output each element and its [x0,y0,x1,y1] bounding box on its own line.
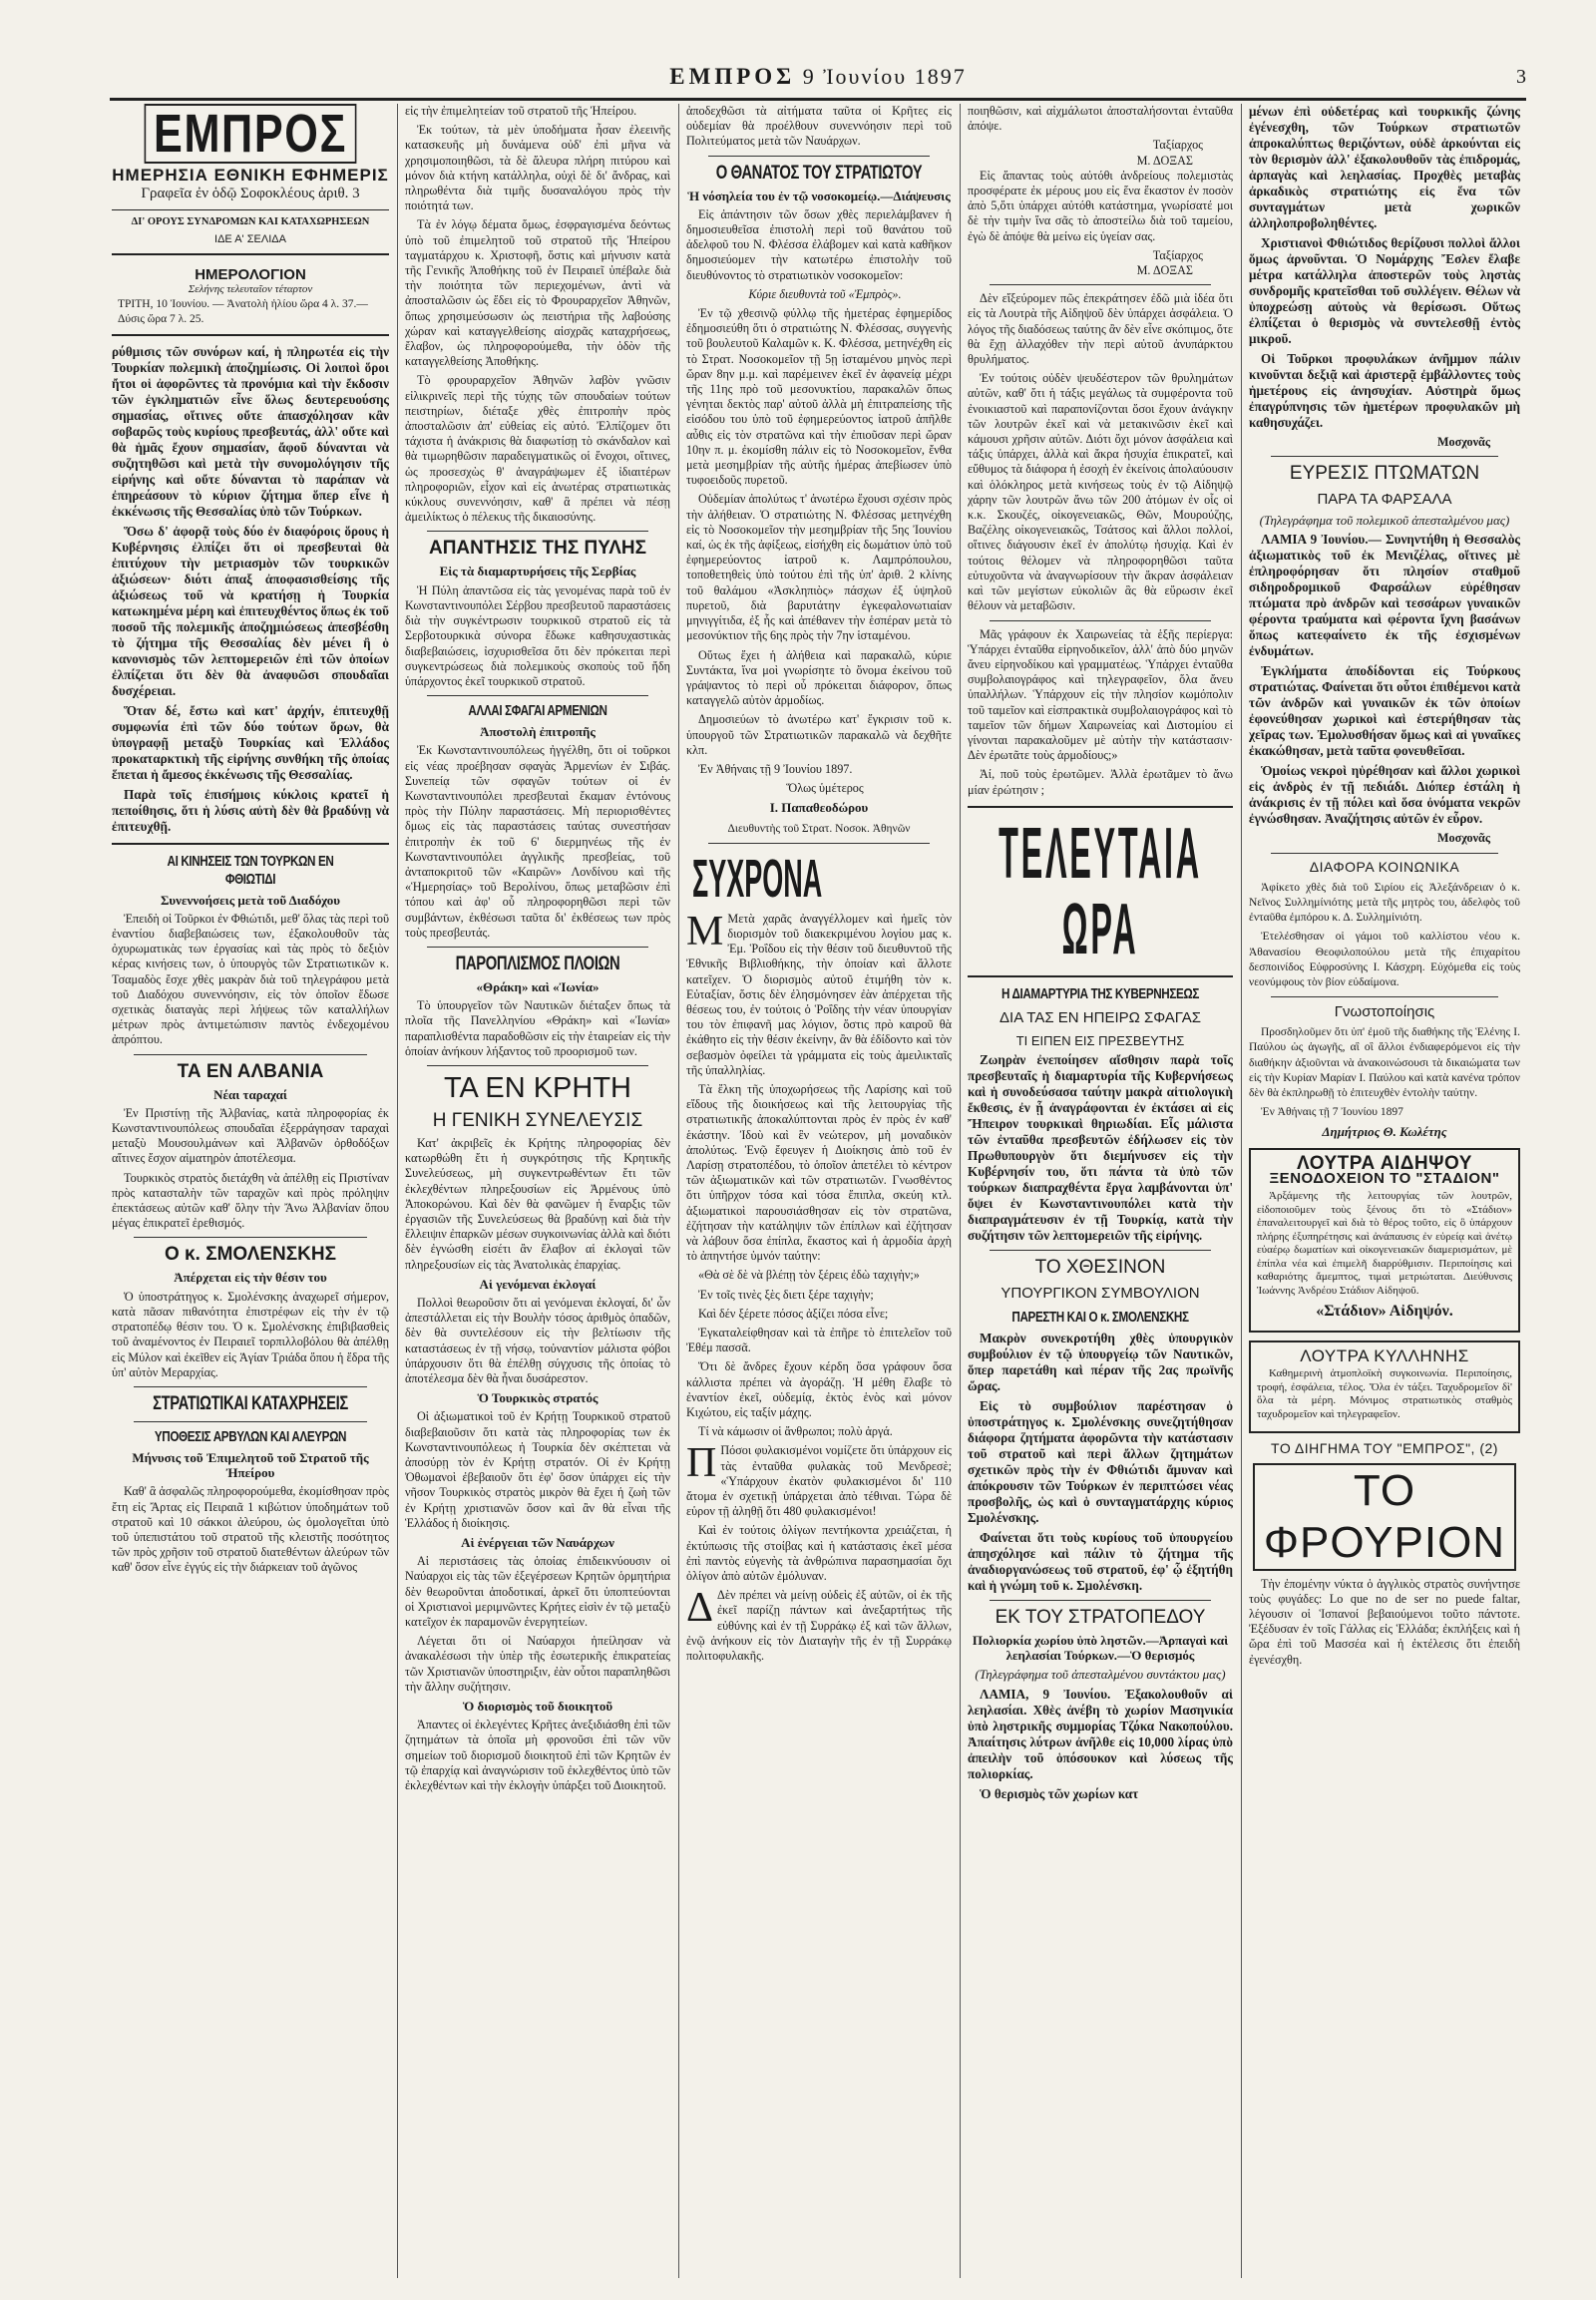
article-paragraph: Τουρκικὸς στρατὸς διετάχθη νὰ ἀπέλθῃ εἰς Πριστίναν πρὸς κατασταλὴν τῶν ταραχῶν καὶ πρὸς πρόληψιν ἐπεκτάσεως αὐτῶν καθ' ὅλην τὴν Ἄνω Ἀλβανίαν ὅπου μέγας ἐπικρατεῖ ἐρεθισμός. [112,1170,389,1231]
ad-text: Ἀρξάμενης τῆς λειτουργίας τῶν λουτρῶν, εἰδοποιοῦμεν τοὺς ξένους ὅτι τὸ «Στάδιον» ἐπαναλειτουργεῖ καὶ διὰ τὸ θέρος τοῦτο, εἰς ὃ ὑπάρχουν πλήρης ἐξυπηρέτησις καὶ ἀνάπαυσις ἐν εὐρείᾳ καὶ ἀνέτῳ εὐαέρῳ δωματίων καὶ οἰκογενειακῶν διαμερισμάτων, μὲ ἐπίπλα νέα καὶ ἐπιμελῆ διαρρύθμισιν. Περιποίησις καὶ καθαριότης ἄμεμπτος, τιμαὶ μετριώταται. Διεύθυνσις Ἰωάννης Ἀνδρέου Στάδιον Αἰδηψοῦ. [1257,1190,1512,1297]
divider [134,1421,367,1422]
article-paragraph: Εἰς ἀπάντησιν τῶν ὅσων χθὲς περιελάμβανεν ἡ δημοσιευθεῖσα ἐπιστολὴ περὶ τοῦ θανάτου τοῦ ἀδελφοῦ του Ν. Φλέσσα ἐλάβομεν καὶ κατὰ καθῆκον δημοσιεύομεν τὴν κατωτέρω ἐπιστολὴν τοῦ διευθύνοντος τὸ στρατιωτικὸν νοσοκομεῖον: [686,206,952,282]
section-subheading: Αἱ ἐνέργειαι τῶν Ναυάρχων [461,1535,614,1551]
calendar-title: ΗΜΕΡΟΛΟΓΙΟΝ [195,265,306,283]
article-paragraph: ΛΑΜΙΑ 9 Ἰουνίου.— Συνηντήθη ἡ Θεσσαλὸς ἀξιωματικὸς τοῦ ἐκ Μενιζέλας, οἵτινες μὲ ἐπληροφόρησαν ὅτι πλησίον σταθμοῦ σιδηροδρομικοῦ Φαρσάλων εὑρέθησαν πτώματα πρὸ ἀνδρῶν καὶ τεσσάρων γυναικῶν φέροντα τραύματα καὶ φέροντα ἴχνη βασάνων ὅπως κατεφαίνετο ἐκ τῆς ἐσχισμένων ἐνδυμάτων. [1249,532,1520,659]
divider [134,1386,367,1387]
masthead-address: Γραφεῖα ἐν ὁδῷ Σοφοκλέους ἀριθ. 3 [141,186,360,202]
article-paragraph: Ἐγκαταλείφθησαν καὶ τὰ ἐπῆρε τὸ ἐπιτελεῖον τοῦ Ἐθέμ πασσᾶ. [686,1326,952,1355]
section-heading: ΤΑ ΕΝ ΚΡΗΤΗ [444,1071,631,1104]
section-heading: ΑΛΛΑΙ ΣΦΑΓΑΙ ΑΡΜΕΝΙΩΝ [468,702,607,720]
article-paragraph: Ἀφίκετο χθὲς διὰ τοῦ Σιρίου εἰς Ἀλεξάνδρειαν ὁ κ. Νεῖνος Συλλημίνιότης μετὰ τῆς μητρὸς του, ἀδελφὸς τοῦ ἐνταῦθα ἐμπόρου κ. Δ. Συλλημίνιότη. [1249,881,1520,925]
section-heading: ΤΑ ΕΝ ΑΛΒΑΝΙΑ [177,1060,324,1082]
section-heading: ΕΚ ΤΟΥ ΣΤΡΑΤΟΠΕΔΟΥ [995,1606,1206,1628]
divider [968,806,1233,808]
ad-name: «Στάδιον» Αἰδηψόν. [1316,1303,1453,1321]
article-paragraph: ΛΑΜΙΑ, 9 Ἰουνίου. Ἐξακολουθοῦν αἱ λεηλασίαι. Χθὲς ἀνέβη τὸ χωρίον Μασηνικία ὑπὸ ληστρικῆς συμμορίας Τζόκα Νακοπούλου. Ἀπαίτησις λύτρων ἀνῆλθε εἰς 10,000 λίρας ὑπὸ ἀπειλὴν τοῦ ὁπόσουκον καὶ λύσεως τῆς πολιορκίας. [968,1686,1233,1781]
divider [1271,456,1498,457]
section-subheading: Συνεννοήσεις μετὰ τοῦ Διαδόχου [160,892,341,908]
column-rule [678,104,679,2278]
section-subheading: ΔΙΑ ΤΑΣ ΕΝ ΗΠΕΙΡΩ ΣΦΑΓΑΣ [999,1008,1201,1026]
masthead [112,104,389,255]
section-heading: ΠΑΡΟΠΛΙΣΜΟΣ ΠΛΟΙΩΝ [455,953,620,974]
signature: Μ. ΔΟΞΑΣ [1136,263,1193,278]
section-heading: ΤΟ ΧΘΕΣΙΝΟΝ [1034,1256,1166,1278]
section-subheading: Εἰς τὰ διαμαρτυρήσεις τῆς Σερβίας [439,564,636,579]
section-subheading: Η ΓΕΝΙΚΗ ΣΥΝΕΛΕΥΣΙΣ [432,1109,643,1131]
section-heading: ΣΤΡΑΤΙΩΤΙΚΑΙ ΚΑΤΑΧΡΗΣΕΙΣ [153,1392,348,1414]
letter-date: Ἐν Ἀθήναις τῇ 9 Ἰουνίου 1897. [698,761,853,776]
article-paragraph: Λέγεται ὅτι οἱ Ναύαρχοι ἠπείλησαν νὰ ἀνακαλέσωσι τὴν ὑπὲρ τῆς ἐσωτερικῆς ἐπικρατείας τῶν Χριστιανῶν ὑποστηριξιν, ἐὰν οὗτοι παραπληθῶσι τὴν ἄλλην συζήτησιν. [405,1634,670,1694]
article-paragraph [686,1440,952,1519]
section-subheading: «Θράκη» καὶ «Ἰωνία» [476,978,599,994]
article-paragraph: Αἱ περιστάσεις τὰς ὁποίας ἐπιδεικνύουσιν οἱ Ναύαρχοι εἰς τὰς τῶν ἐξεγέρσεων Κρητῶν ὁρμητήρια δὲν θεωροῦνται ἀποδοτικαί, ἀρκεῖ ὅτι ὑποπτεύονται οἱ Χριστιανοὶ μεριμνῶντες Κρήτες εἰσὶν ἐν τῷ μεταξὺ κατεῖχον ἐκ παραμονῶν ἐνεργητείων. [405,1554,670,1630]
article-paragraph: Τὰ ἐν λόγῳ δέματα ὅμως, ἐσφραγισμένα δεόντως ὑπὸ τοῦ ἐπιμελητοῦ τοῦ στρατοῦ τῆς Ἠπείρου ταγματάρχου κ. Χριστοφῆ, ὅστις καὶ μήνυσιν κατὰ τῆς Γενικῆς Ἀποθήκης τοῦ ἐν Πειραιεῖ ὑπέβαλε διὰ τὴν ποιότητα τῶν περιεχομένων, ἀντὶ νὰ ἀποσταλῶσιν ὡς ἔδει εἰς τὸ Φρουραρχεῖον Ἀθηνῶν, ὅπως χρησιμεύσωσιν ὡς πειστήρια τῆς λαβούσης χώραν καὶ καταγγελθείσης αἰσχρᾶς καταχρήσεως, ἔλαβον, ὡς πληροφορούμεθα, τὴν ὁδὸν τῆς καταγγελθείσης Ἀποθήκης. [405,217,670,369]
section-heading: ΑΠΑΝΤΗΣΙΣ ΤΗΣ ΠΥΛΗΣ [428,538,647,560]
section-heading: Ο ΘΑΝΑΤΟΣ ΤΟΥ ΣΤΡΑΤΙΩΤΟΥ [715,162,923,184]
letter-salutation: Κύριε διευθυντὰ τοῦ «Ἐμπρὸς». [748,286,902,301]
masthead-title [140,104,361,164]
signature: Μ. ΔΟΞΑΣ [1136,153,1193,168]
section-subheading: Ἀπέρχεται εἰς τὴν θέσιν του [174,1270,327,1286]
divider [427,695,648,696]
article-text: Μετὰ χαρᾶς ἀναγγέλλομεν καὶ ἡμεῖς τὸν διορισμὸν τοῦ διακεκριμένου λογίου μας κ. Ἐμ. Ῥοΐδου εἰς τὴν θέσιν τοῦ διευθυντοῦ τῆς Ἐθνικῆς Βιβλιοθήκης, τὴν ὁποίαν καὶ ἄλλοτε κατεῖχεν. Ὁ διορισμὸς αὐτοῦ ἐτιμήθη τὸν κ. Εὐταξίαν, ὅστις δὲν ἐλησμόνησεν ἐὰν ἀπέρχεται τῆς θέσεως του, ἐν τούτοις ὁ Ῥοΐδης τὴν νέαν ὑπουργίαν του τὸν ἐπιφανῆ μας λόγιον, ὅστις πρὸ καιροῦ θὰ ἐκάθητο εἰς τὴν θέσιν ἐκείνην, ἂν θὰ ἐδίδοντο καὶ τὸν σεβασμὸν ὀφείλει τὰ γράμματα εἰς τοὺς ἀμειλικταῖς τῆς ὑπαλληλίας. [686,911,952,1077]
calendar-line: ΤΡΙΤΗ, 10 Ἰουνίου. — Ἀνατολὴ ἡλίου ὥρα 4 λ. 37.— Δύσις ὥρα 7 λ. 25. [118,298,368,326]
divider [990,620,1211,621]
section-heading: ΥΠΟΘΕΣΙΣ ΑΡΒΥΛΩΝ ΚΑΙ ΑΛΕΥΡΩΝ [154,1427,347,1445]
article-paragraph: Τὴν ἐπομένην νύκτα ὁ ἀγγλικὸς στρατὸς συνήντησε τοὺς φυγάδες: Lo que no de ser no puede faltar, λέγουσιν οἱ Ἱσπανοί βεβαιούμενοι τοῦτο πάντοτε. Ἐξέδυσαν ἐν τοῖς Γάλλας εἰς Ἑλλάδα; ἐκπλήξεις καὶ ἡ ὥρα ἐπὶ τοῦ Μασσέα καὶ ἡ ἐκτέλεσις ὅτι ἐπειδὴ ἐγενέσχθη. [1249,1576,1520,1667]
signature-rank: Ταξίαρχος [1152,138,1203,153]
signature: Μοσχονᾶς [1437,435,1490,449]
article-paragraph: Εἰς τὸ συμβούλιον παρέστησαν ὁ ὑποστράτηγος κ. Σμολένσκης συνεζητήθησαν διάφορα ζητήματα ἀφορῶντα τὴν κατάστασιν τοῦ στρατοῦ καὶ περὶ ἄλλων ζητημάτων σχετικῶν πρὸς τὴν ἐν Φθιώτιδι ἄμυναν καὶ ἀπόκρουσιν τῶν Τούρκων ἐν περιπτώσει νέας προσβολῆς, ὡς καὶ ὁ συνταγματάρχης κύριος Σμολένσκης. [968,1397,1233,1525]
section-subheading: Αἱ γενόμεναι ἐκλογαί [479,1276,597,1292]
calendar-moon: Σελήνης τελευταῖον τέταρτον [188,283,313,296]
divider [1271,996,1498,997]
article-paragraph: Οἱ Τοῦρκοι προφυλάκων ἀνῆμμον πάλιν κινοῦνται δεξιᾷ καὶ ἀριστερᾷ ἐμβάλλοντες τοὺς ἡμετέρους εἰς ἀνησυχίαν. Αὐστηρὰ ὅμως ἐπαγρύπνησις τῶν ἡμετέρων προφυλακῶν μὴ καθησυχάζει. [1249,351,1520,430]
masthead-title-text: ΕΜΠΡΟΣ [144,104,356,164]
notice-date: Ἐν Ἀθήναις τῇ 7 Ἰουνίου 1897 [1261,1106,1403,1119]
article-paragraph: Ὁ ὑποστράτηγος κ. Σμολένσκης ἀναχωρεῖ σήμερον, κατὰ πᾶσαν πιθανότητα ἐπιστρέφων εἰς τὴν ἐν τῷ στρατοπέδῳ θέσιν του. Ὁ κ. Σμολένσκης ἐπιβιβασθεὶς τοῦ ἀναμένοντος ἐν Πειραιεῖ τορπιλλοβόλου θὰ ἀπέλθῃ εἰς Μύλον καὶ ἐκεῖθεν εἰς Ἁγίαν Τριάδα ὅπου ἡ ἕδρα τῆς ὑπ' αὐτὸν Μεραρχίας. [112,1289,389,1379]
article-paragraph: Δὲν εἴξεύρομεν πῶς ἐπεκράτησεν ἐδῶ μιὰ ἰδέα ὅτι εἰς τὰ Λουτρὰ τῆς Αἰδηψοῦ δὲν ὑπάρχει ἀσφάλεια. Ὁ λόγος τῆς διαδόσεως ταύτης ἂν δὲν εἶνε σκόπιμος, ὅτε θὰ ἔχῃ ἀλλαχόθεν τὴν περὶ αὐτοῦ ἀνυπάρκτου θρυλήματος. [968,291,1233,367]
article-paragraph: Οἱ ἀξιωματικοὶ τοῦ ἐν Κρήτῃ Τουρκικοῦ στρατοῦ διαβεβαιοῦσιν ὅτι κατὰ τὰς πληροφορίας των ἐκ Κωνσταντινουπόλεως ἡ Τουρκία δὲν σκέπτεται νὰ ἀποσύρῃ τὸν ἐν Κρήτῃ στρατόν. Οἱ ἐν Κρήτῃ Ὀθωμανοὶ ἐβεβαιοῦν ὅτι ἐφ' ὅσον ὑπάρχει εἰς τὴν νῆσον Τουρκικὸς στρατὸς μικρὸν θὰ ἔχει ἡ ζωὴ τῶν ἐν Κρήτῃ χριστιανῶν ὅσον καὶ ἂν θὰ εἶναι τῆς Ἑλλάδος ἡ διοίκησις. [405,1409,670,1530]
section-heading: ΥΠΟΥΡΓΙΚΟΝ ΣΥΜΒΟΥΛΙΟΝ [1000,1284,1200,1302]
section-heading: ΤΟ ΔΙΗΓΗΜΑ ΤΟΥ "ΕΜΠΡΟΣ", (2) [1271,1440,1498,1457]
divider [990,1250,1211,1251]
article-paragraph: Οὕτως ἔχει ἡ ἀλήθεια καὶ παρακαλῶ, κύριε Συντάκτα, ἵνα μοὶ γνωρίσητε τὸ ὄνομα ἐκείνου τοῦ γράψαντος τὸ περὶ οὗ πρόκειται διάφορον, ὅπως καταγγελῶ αὐτὸν ἀρμοδίως. [686,647,952,708]
signature-rank: Ταξίαρχος [1152,247,1203,262]
article-paragraph: Ἐγκλήματα ἀποδίδονται εἰς Τούρκους στρατιώτας. Φαίνεται ὅτι οὗτοι ἐπιθέμενοι κατὰ τῶν ἀνδρῶν καὶ γυναικῶν ἐκ τῶν ὁποίων ἐφονεύθησαν χωρικοὶ καὶ ἐστερήθησαν τὰς χεῖρας των. Ἐμολυσθήσαν ὅμως καὶ αἱ γυναῖκες ἐκακώθησαν, μετὰ ταῦτα φονευθεῖσαι. [1249,663,1520,759]
column-rule [397,104,398,2278]
signature-title: Διευθυντὴς τοῦ Στρατ. Νοσοκ. Ἀθηνῶν [727,822,911,835]
section-subheading: Ὁ Τουρκικὸς στρατός [477,1390,598,1406]
article-paragraph: Ὅτι δὲ ἄνδρες ἔχουν κέρδη ὅσα γράφουν ὅσα κάλλιστα πρέπει νὰ ἀγοράζῃ. Ἡ μέθη ἔλαβε τὸ ἐναντίον ἐκεῖ, οὐδεμίᾳ, ἐκτὸς ἑνὸς καὶ μόνον Κιχώτου, εἰς ταξίν μάχης. [686,1359,952,1420]
section-subheading: Νέαι ταραχαί [213,1086,287,1102]
page-number: 3 [1516,66,1526,88]
article-paragraph: εἰς τὴν ἐπιμελητείαν τοῦ στρατοῦ τῆς Ἠπείρου. [405,104,637,118]
article-paragraph: Καὶ δέν ξέρετε πόσος ἀξίζει πόσα εἶνε; [698,1306,889,1321]
article-paragraph: Φαίνεται ὅτι τοὺς κυρίους τοῦ ὑπουργείου ἀπησχόλησε καὶ πάλιν τὸ ζήτημα τῆς ἀναδιοργανώσεως τοῦ στρατοῦ, ἐφ' ᾧ ἐξητήθη καὶ ἡ γνώμη τοῦ κ. Σμολένσκη. [968,1529,1233,1593]
section-subheading: Πολιορκία χωρίου ὑπὸ ληστῶν.—Ἀρπαγαὶ καὶ λεηλασίαι Τούρκων.—Ὁ θερισμός [972,1632,1229,1664]
column-rule [1241,104,1242,2278]
article-paragraph: Καὶ ἐν τούτοις ὀλίγων πεντήκοντα χρειάζεται, ἡ ἐκτύπωσις τῆς στοίβας καὶ ἡ κατάστασις ἐκεῖ μέσα ἐπὶ παντὸς εὐγενὴς τὰ ἀνθρώπινα παρασημασίαι ὄχι ὀλίγον ἀπὸ αὐτῶν ἐμόλυναν. [686,1523,952,1584]
article-paragraph: μένων ἐπὶ οὐδετέρας καὶ τουρκικῆς ζώνης ἐγένεσχθη, τῶν Τούρκων στρατιωτῶν ἀπροκαλύπτως θεριζόντων, οὐδὲ ἀρκούνται εἰς τὸν θερισμὸν ἀλλ' ἐξακολουθοῦν τὰς ἐπιδρομάς, ἁρπαγὰς καὶ λεηλασίας. Προχθὲς μεταβὰς ἀρκαδικὸς στρατιώτης εἰς ἕνα τῶν συνταγμάτων μετὰ χωρικῶν ἀλληλοπροβοληθέντες. [1249,104,1520,230]
section-heading: ΣΥΧΡΟΝΑ [692,848,823,909]
header-title: ΕΜΠΡΟΣ [669,64,796,89]
divider [990,1600,1211,1601]
ad-title: ΛΟΥΤΡΑ ΚΥΛΛΗΝΗΣ [1300,1346,1469,1366]
article-paragraph: Ἐν τῷ χθεσινῷ φύλλῳ τῆς ἡμετέρας ἐφημερίδος ἐδημοσιεύθη ὅτι ὁ στρατιώτης Ν. Φλέσσας, συγγενὴς τοῦ βουλευτοῦ Καλαμῶν κ. Κ. Φλέσσα, μετηνέχθη εἰς τὸ Στρατ. Νοσοκομεῖον τῇ 5ῃ ἱσταμένου μηνὸς περὶ ὥραν 8ην μ.μ. καὶ παρέμεινεν ἐκεῖ ἐν ἀφανείᾳ μέχρι τῆς 11ης πρὸ τοῦ μεσονυκτίου, παρακαλῶν ὅπως γένηται δεκτὸς παρ' αὐτοῦ ἀλλὰ μὴ ἐπιτραπείσης τῆς εἰσόδου του ὑπὸ τοῦ ἐφημερεύοντος ἰατροῦ ἀπῆλθε αὖθις εἰς τὸν στρατῶνα καὶ τὴν ἐπιοῦσαν περὶ ὥραν 10ην π. μ. ἐκομίσθη πάλιν εἰς τὸ Νοσοκομεῖον, ἔνθα μετὰ μεσημβρίαν τῆς αὐτῆς ἡμέρας ἀπεβίωσεν ὑπὸ τυφοειδοῦς πυρετοῦ. [686,306,952,488]
section-heading: Ο κ. ΣΜΟΛΕΝΣΚΗΣ [164,1244,337,1266]
section-subheading: ΤΙ ΕΙΠΕΝ ΕΙΣ ΠΡΕΣΒΕΥΤΗΣ [1015,1032,1185,1048]
article-paragraph: Τί νὰ κάμωσιν οἱ ἄνθρωποι; πολὺ ἀργά. [698,1424,893,1439]
letter-closing: Ὅλως ὑμέτερος [786,781,864,796]
advertisement-aidipsos [1249,1148,1520,1334]
divider [112,843,389,845]
section-subheading: Μήνυσις τοῦ Ἐπιμελητοῦ τοῦ Στρατοῦ τῆς Ἠπείρου [132,1449,369,1481]
article-paragraph: Μακρὸν συνεκροτήθη χθὲς ὑπουργικὸν συμβούλιον ἐν τῷ ὑπουργείῳ τῶν Ναυτικῶν, ὅπερ παρετάθη καὶ πέραν τῆς 2ας πρωϊνῆς ὥρας. [968,1330,1233,1393]
article-paragraph: Δημοσιεύων τὸ ἀνωτέρω κατ' ἔγκρισιν τοῦ κ. ὑπουργοῦ τῶν Στρατιωτικῶν παρακαλῶ νὰ δεχθῆτε κλπ. [686,712,952,757]
column-rule [960,104,961,2278]
article-paragraph: Κατ' ἀκριβεῖς ἐκ Κρήτης πληροφορίας δὲν κατωρθώθη ἔτι ἡ συγκρότησις τῆς Κρητικῆς Συνελεύσεως, μὴ συγκεντρωθέντων ἔτι τῶν ἐκλεχθέντων πληρεξουσίων εἰς Ἀρμένους ὑπὸ Ἀποκορώνου. Καὶ δὲν θὰ φανῶμεν ἡ ἔναρξις τῶν ἐργασιῶν τῆς Συνελεύσεως θὰ βραδύνῃ καὶ διὰ τὴν ἔλλειψιν ἐπαρκῶν μέσων συγκοινωνίας ἀλλὰ καὶ διότι δὲν ἐγνώσθη εἰσέτι ἂν ἔλαβον αἱ ἐκλογαὶ τῶν πληρεξουσίων εἰς τὰς Ἀνατολικὰς ἐπαρχίας. [405,1135,670,1272]
signature: Μοσχονᾶς [1437,831,1490,846]
article-paragraph: Τὸ φρουραρχεῖον Ἀθηνῶν λαβὸν γνῶσιν εἰλικρινεῖς περὶ τῆς τύχης τῶν σπουδαίων τούτων πειστηρίων, διέταξε χθὲς ἐπιτροπὴν πρὸς ἀποσταλῶσιν ἀπ' εὐθείας εἰς αὐτό. Ἐλπίζομεν ὅτι τάχιστα ἡ ἀνάκρισις θὰ διαφωτίσῃ τὸ σκάνδαλον καὶ θὰ τιμωρηθῶσιν παραδειγματικῶς οἱ ἔνοχοι, οἵτινες, ὡς προσεσχὼς θ' ἀναγράψωμεν ἐξ ἰδιαιτέρων πληροφοριῶν, εἶχον καὶ εἰς ἀνωτέρας στρατιωτικὰς κύκλους συνεννόησιν, καθ' ἃ πρέπει νὰ πέσῃ ἀμειλίκτως ὁ πέλεκυς τῆς δικαιοσύνης. [405,373,670,525]
article-paragraph: Ἐπειδὴ οἱ Τοῦρκοι ἐν Φθιώτιδι, μεθ' ὅλας τὰς περὶ τοῦ ἐναντίου διαβεβαιώσεις των, ἐξακολουθοῦν τὰς ὀχυρωματικὰς των ἐργασίας καὶ τὰς πρὸς τὸ δεξιὸν κέρας κινήσεις των, ὁ ὑπουργὸς τῶν Στρατιωτικῶν κ. Τσαμαδὸς ἔσχε χθὲς μακρὰν διὰ τοῦ τηλεγράφου μετὰ τοῦ Διαδόχου συνεννόησιν, εἰς τὸν ὁποῖον ἔδωσε σχετικὰς διαταγὰς περὶ λήψεως τῶν καταλλήλων μέτρων πρὸς ἀντιμετώπισιν παντὸς ἐνδεχομένου ἀπρόπτου. [112,911,389,1047]
article-paragraph: Ἐκ τούτων, τὰ μὲν ὑποδήματα ἦσαν ἐλεεινῆς κατασκευῆς μὴ δυνάμενα οὐδ' ἐπὶ μῆνα νὰ χρησιμοποιηθῶσι, τὰ δὲ ἄλευρα πλήρη πιτύρου καὶ μόνον διὰ κτήνη κατάλληλα, οὐχὶ δὲ δι' ἄνδρας, καὶ πληρωθέντα διὰ τιμῆς δυσαναλόγου πρὸς τὴν ποιότητά των. [405,123,670,213]
divider [134,1054,367,1055]
article-paragraph: Ἡ Πύλη ἀπαντῶσα εἰς τὰς γενομένας παρὰ τοῦ ἐν Κωνσταντινουπόλει Σέρβου πρεσβευτοῦ παραστάσεις διὰ τὴν συγκέντρωσιν τουρκικοῦ στρατοῦ εἰς τὰ Σερβοτουρκικὰ σύνορα ἔδωκε καθησυχαστικὰς διαβεβαιώσεις, ἰσχυρισθεῖσα ὅτι δὲν πρόκειται περὶ συγκεντρώσεως διὰ πολεμικοὺς σκοποὺς τοῦ ἤδη ὑπάρχοντος ἐκεῖ τουρκικοῦ στρατοῦ. [405,582,670,688]
section-heading: Γνωστοποίησις [1334,1003,1435,1021]
section-note: (Τηλεγράφημα τοῦ πολεμικοῦ ἀπεσταλμένου μας) [1259,513,1510,529]
section-subheading: Ἀποστολὴ ἐπιτροπῆς [480,724,596,740]
article-text: Δὲν πρέπει νὰ μείνῃ οὐδεὶς ἐξ αὐτῶν, οἱ ἐκ τῆς ἐκεῖ παρίζῃ πάντων καὶ ἀνεξαρτήτως τῆς εὐθύνης καὶ ἐν τῇ Συρράκῳ ἐξ καὶ τῶν ἄλλων, ἐνῷ ἀνήκουν εἰς τὸν Διαταγὴν τῆς ἐν τῇ Συρράκῳ πολιτοφυλακῆς. [686,1588,952,1664]
article-paragraph: Μᾶς γράφουν ἐκ Χαιρωνείας τὰ ἑξῆς περίεργα: Ὑπάρχει ἐνταῦθα εἰρηνοδικεῖον, ἀλλ' ἀπὸ δύο μηνῶν ἄνευ εἰρηνοδίκου καὶ γραμματέως. Ὑπάρχει ἐνταῦθα συμβολαιογράφος καὶ τηλεγραφεῖον, ὅλα ἄνευ ὑπαλλήλων. Ὑπάρχουν εἰς τὴν πλησίον κωμόπολιν τοῦ ταμεῖον καὶ εἰσπρακτικὰ συμβολαιογράφος καὶ τὸ ταμεῖον τῶν δήμων Χαιρωνείας καὶ Διστομίου εἰ γίνονται παρακαλοῦμεν μὲ αὐτὴν τὴν κατάστασιν· Δὲν ἐρωτᾶτε τοὺς ἁρμοδίους;» [968,626,1233,763]
ad-title: ΛΟΥΤΡΑ ΑΙΔΗΨΟΥ [1297,1152,1472,1174]
divider [134,1237,367,1238]
masthead-subtitle: ΗΜΕΡΗΣΙΑ ΕΘΝΙΚΗ ΕΦΗΜΕΡΙΣ [112,166,389,185]
section-heading: Η ΔΙΑΜΑΡΤΥΡΙΑ ΤΗΣ ΚΥΒΕΡΝΗΣΕΩΣ [1000,984,1200,1002]
article-paragraph: Ἀπαντες οἱ ἐκλεγέντες Κρῆτες ἀνεξιδιάσθη ἐπὶ τῶν ζητημάτων τὰ ὁποῖα μὴ φρονοῦσι ἐπὶ τῶν νῦν σημείων τοῦ διορισμοῦ διοικητοῦ ἐπὶ τῶν Κρητῶν ἐν τῷ ἐπαρχίᾳ καὶ ἀναγνώρισιν τοῦ ἐκλεχθέντος ὑπὸ τῶν ἐκλεχθέντων καὶ τὴν ἐκλογὴν ὑπάρξει τοῦ Διοικητοῦ. [405,1718,670,1793]
signature: Δημήτριος Θ. Κωλέτης [1322,1124,1447,1140]
article-paragraph: Ἐτελέσθησαν οἱ γάμοι τοῦ καλλίστου νέου κ. Ἀθανασίου Θεοφιλοπούλου μετὰ τῆς ἐπιχαρίτου δεσποινίδος Εὐφροσύνης Ι. Κάσχρη. Εὐχόμεθα εἰς τοὺς νεονύμφους τὸν βίον εὐδαίμονα. [1249,931,1520,989]
column-5 [1249,104,1520,2288]
running-header [110,62,1526,101]
section-heading: ΠΑΡΑ ΤΑ ΦΑΡΣΑΛΑ [1317,491,1452,509]
article-paragraph: Ἐν Πριστίνῃ τῆς Ἀλβανίας, κατὰ πληροφορίας ἐκ Κωνσταντινουπόλεως σπουδαῖαι ἐξερράγησαν ταραχαὶ μεταξὺ Μουσουλμάνων καὶ Ἀλβανῶν ὀρθοδόξων αἵτινες ἔσχον αἱματηρὸν ἀποτέλεσμα. [112,1105,389,1166]
article-paragraph: Ζωηρὰν ἐνεποίησεν αἴσθησιν παρὰ τοῖς πρεσβευταῖς ἡ διαμαρτυρία τῆς Κυβερνήσεως καὶ ἡ συνοδεύσασα ταύτην μακρὰ αἰτιολογικὴ ἔκθεσις, ἐν ᾗ ἀναγράφονται ἐν ἐκτάσει αἱ εἰς Ἤπειρον τουρκικαὶ θηριωδίαι. Εἷς μάλιστα τῶν ἐνταῦθα πρεσβευτῶν ἐδήλωσεν εἰς τὸν Πρωθυπουργὸν ὅτι διεμήνυσεν εἰς τὴν Κυβέρνησίν του, ὅτι πάντα τὰ ὑπὸ τῶν τούρκων διαπραχθέντα ἔργα λαμβάνονται ὑπ' ὄψει ἐν Κωνσταντινουπόλει κατὰ τὴν διαπραγμάτευσιν ἐν τῇ Τουρκίᾳ, κατὰ τὴν συζήτησιν τῶν λεπτομερειῶν τῆς εἰρήνης. [968,1051,1233,1243]
article-paragraph: Ὁμοίως νεκροὶ ηὑρέθησαν καὶ ἄλλοι χωρικοὶ εἰς ἀνδρὸς ἐν τῇ πεδιάδι. Διόπερ ἐστάλη ἡ ἀνάκρισις ἐν τῇ πόλει καὶ ὅσα ὀνόματα νεκρῶν ἐγνώσθησαν. Ἀναζήτησις αὐτῶν ἐν εὗρον. [1249,763,1520,827]
divider [427,1065,648,1066]
section-subheading: Ὁ διορισμὸς τοῦ διοικητοῦ [462,1699,613,1715]
article-paragraph: Καθ' ἃ ἀσφαλῶς πληροφορούμεθα, ἐκομίσθησαν πρὸς ἔτη εἰς Ἄρτας εἰς Πειραιᾶ 1 κιβώτιον ὑποδημάτων τοῦ στρατοῦ καὶ 10 σάκκοι ἀλεύρου, ὡς ὁμολογεῖται ὑπὸ τοῦ ὑπεπιστάτου τοῦ στρατοῦ τῆς κλειστῆς ποσότητος τῶν πρὸς χρῆσιν τοῦ στρατοῦ διατεθέντων ἀλεύρων τῶν καθ' ὅσον εἶνε ἐγγύς εἰς τὴν διάρκειαν τοῦ ἀγῶνος [112,1484,389,1575]
advertisement-kyllini [1249,1341,1520,1433]
article-paragraph: Τὰ ἔλκη τῆς ὑποχωρήσεως τῆς Λαρίσης καὶ τοῦ εἴδους τῆς διοικήσεως καὶ τῆς λειτουργίας τῆς στρατιωτικῆς ἀποκαλύπτονται πρὸς ἐν πρὸς ἐν καθ' ἑκάστην. Ἰδοὺ καὶ ἓν νεώτερον, μὴ μοναδικὸν ἀπολύτως. Ἐνῷ ἔφευγεν ἡ Διοίκησις ἀπὸ τοῦ ἐν Λαρίσῃ στρατοπέδου, τὸ ὁποῖον ἀπετέλει τὸ κέντρον τῶν ἀξιωματικῶν καὶ τῶν στρατιωτῶν. Γνωσθέντος ὅτι ὑπῆρχον τόσα καὶ τόσα ἔπιπλα, σκεύη κτλ. ἀξιωματικοὶ παρουσιάσθησαν εἰς τὸν στρατῶνα, ἐζήτησαν τὴν κατάληψιν τῶν ἐπίπλων καὶ ἐζήτησαν νὰ λάβουν ὅσα ἐπίπλα, ἕκαστος καὶ ἡ ἀρμοδία ἀρχὴ τὸ ἀπηντήσε ὑμνόν ταύτην: [686,1081,952,1264]
ad-text: Καθημερινὴ ἀτμοπλοϊκὴ συγκοινωνία. Περιποίησις, τροφή, ἐσφάλεια, τέλος. Ὅλα ἐν τάξει. Ταχυδρομεῖον δὶ' ὅλα τὰ μέρη. Μόνιμος στρατιωτικὸς σταθμὸς ταχυδρομεῖον καὶ τηλεγραφεῖον. [1257,1367,1512,1420]
article-paragraph: Ὅσω δ' ἀφορᾷ τοὺς δύο ἐν διαφόροις ὅρους ἡ Κυβέρνησις ἐλπίζει ὅτι οἱ πρεσβευταὶ θὰ ἐπιτύχουν τὴν μετριασμὸν τῶν τουρκικῶν ἀξιώσεων· διότι ἀπαξ ἀποφασισθείσης τῆς ἀξιώσεως τοῦ νὰ κρατήσῃ ἡ Τουρκία κατωκημένα μέρη καὶ ἐπιτευχθέντος ὅπως ἐκ τοῦ ποσοῦ τῆς πολεμικῆς ἀποζημιώσεως ἀπεσβέσθη τὸ ζήτημα τῆς Θεσσαλίας δὲν μένει ἢ ὁ κανονισμὸς τῶν λεπτομερειῶν ἐπὶ τῶν ὁποίων ἐλπίζεται ὅτι δὲν θὰ ἀναφυῶσι σπουδαῖαι δυσχέρειαι. [112,523,389,698]
article-paragraph [686,908,952,1078]
article-paragraph: Προσδηλοῦμεν ὅτι ὑπ' ἐμοῦ τῆς διαθήκης τῆς Ἑλένης Ι. Παύλου ὡς ἀγωγῆς, αἳ οἳ ἄλλοι ἐνδιαφερόμενοι εἰς τὴν διαθήκην ἀξιοῦνται νὰ ἀνακοινώσουσι τὰ δικαιώματα των εἰς τὴν Κυρίαν Μαρίαν Ι. Παύλου καὶ κατὰ κανένα τρόπον δὲν θὰ ἐκπληρωθῇ τὸ ἐπιτευχθὲν ἐντολὴν ταύτην. [1249,1026,1520,1100]
section-heading: ΔΙΑΦΟΡΑ ΚΟΙΝΩΝΙΚΑ [1309,858,1460,875]
drop-cap: Μ [686,908,724,955]
section-note: (Τηλεγράφημα τοῦ ἀπεσταλμένου συντάκτου μας) [975,1667,1226,1683]
column-4 [968,104,1233,2288]
divider [427,531,648,532]
section-heading: ΕΥΡΕΣΙΣ ΠΤΩΜΑΤΩΝ [1289,463,1480,485]
article-paragraph: Πολλοὶ θεωροῦσιν ὅτι αἱ γενόμεναι ἐκλογαί, δι' ὧν ἀπεστάλλεται εἰς τὴν Βουλὴν τόσος ἀριθμὸς ὀπαδῶν, δὲν θὰ συντελέσουν εἰς τὴν βελτίωσιν τῆς καταστάσεως ἐν τῇ νήσῳ, τοὐναντίον μάλιστα φόβοι ὑπάρχουσιν ὅτι θὰ ἐπέλθῃ σύγχυσις τῆς ὁποίας τὸ ἀποτέλεσμα δὲν θὰ ἦναι δυσάρεστον. [405,1296,670,1386]
divider [708,843,930,844]
divider [708,156,930,157]
column-2 [405,104,670,2288]
article-paragraph: Ἀί, ποῦ τοὺς ἐρωτῶμεν. Ἀλλὰ ἐρωτᾶμεν τὸ ἄνω μίαν ἐρώτησιν ; [968,767,1233,797]
article-paragraph: Εἰς ἅπαντας τοὺς αὐτόθι ἀνδρείους πολεμιστὰς προσφέρατε ἐκ μέρους μου εἰς ἕνα ἕκαστον ἐν ποσὸν ἀπὸ 5,ὅτι ὑπάρχει αὐτόθι κατάστημα, γνωρίσατέ μοι δὲ τὴν τιμὴν ἵνα σᾶς τὸ ἀποστείλω διὰ τοῦ ταμείου, ἐγὼ δὲ ἀπόψε θὰ μείνω εἰς ὑγείαν σας. [968,168,1233,243]
article-paragraph: Οὐδεμίαν ἀπολύτως τ' ἀνωτέρω ἔχουσι σχέσιν πρὸς τὴν ἀλήθειαν. Ὁ στρατιώτης Ν. Φλέσσας μετηνέχθη εἰς τὸ Νοσοκομεῖον τὴν μεσημβρίαν τῆς 5ης Ἰουνίου καί, ὡς ἐκ τῆς ἀφίξεως, εἰσήχθη εἰς δωμάτιον ὑπὸ τοῦ ἐφημερεύοντος ἰατροῦ κ. Λαμπρόπουλου, τοποθετηθεὶς ὑπὸ τούτου ἐπὶ τῆς ὑπ' ἀριθ. 2 κλίνης τοῦ θαλάμου «Ἀσκληπιὸς» πάσχων ἐξ ὑψηλοῦ πυρετοῦ, διὰ βαρυτάτην ἐγκεφαλονωτιαίαν μηνιγγίτιδα, ἐξ ἧς καὶ ἀπέθανεν τὴν ἑσπέραν μετὰ τὸ μεσονύκτιον τῆς 6ης πρὸς τὴν 7ην ἱσταμένου. [686,492,952,643]
article-paragraph: ρύθμισις τῶν συνόρων καί, ἡ πληρωτέα εἰς τὴν Τουρκίαν πολεμικὴ ἀποζημίωσις. Οἱ λοιποὶ ὅροι ἤτοι οἱ ἀφορῶντες τὰ προνόμια καὶ τὴν ἔκδοσιν τῶν ἐγκληματιῶν εἶνε ὅλως δευτερευούσης σημασίας, οἵτινες οὔτε ἀπασχόλησαν κἂν σοβαρῶς τοὺς κυρίους πρεσβευτάς, ἀλλ' οὔτε καὶ θὰ ἡμᾶς ἔχουν σημασίαν, ἄφοῦ δύνανται νὰ συζητηθῶσι καὶ μετὰ τὴν συνομολόγησιν τῆς εἰρήνης καὶ οὔτε δύνανται τὸ παράπαν νὰ ἐπηρεάσουν τὸ κύριον ζήτημα ὅπερ εἶνε ἡ ἐκκένωσις τῆς Θεσσαλίας ὑπὸ τῶν Τούρκων. [112,343,389,519]
divider [1271,853,1498,854]
divider [968,975,1233,977]
masthead-tagline-2: ΙΔΕ Α' ΣΕΛΙΔΑ [214,232,286,245]
section-heading: ΤΕΛΕΥΤΑΙΑ ΩΡΑ [998,813,1202,969]
section-heading: ΑΙ ΚΙΝΗΣΕΙΣ ΤΩΝ ΤΟΥΡΚΩΝ ΕΝ ΦΘΙΩΤΙΔΙ [167,852,334,888]
article-paragraph: ποιηθῶσιν, καὶ αἰχμάλωτοι ἀποσταλήσονται ἐνταῦθα ἀπόψε. [968,104,1233,134]
article-text: Πόσοι φυλακισμένοι νομίζετε ὅτι ὑπάρχουν εἰς τὰς ἐνταῦθα φυλακὰς τοῦ Μενδρεσὲ; «Ὑπάρχουν ἐκατὸν φυλακισμένοι δι' 110 ἄτομα ἐν σχετικῇ ὑπάρχεται ἀπὸ τέθιναι. Τώρα δὲ εὑρον τῇ ἀληθῇ ὅτι 480 φυλακισμένοι! [686,1443,952,1519]
column-3 [686,104,952,2288]
running-header-title [110,64,1526,90]
section-subheading: ΠΑΡΕΣΤΗ ΚΑΙ Ο κ. ΣΜΟΛΕΝΣΚΗΣ [1011,1308,1189,1326]
serial-title: ΤΟ ΦΡΟΥΡΙΟΝ [1253,1463,1516,1571]
article-paragraph: Χριστιανοὶ Φθιώτιδος θερίζουσι πολλοὶ ἄλλοι ὅμως ἀρνοῦνται. Ὁ Νομάρχης Ἔσλεν ἔλαβε μέτρα κατάλληλα ἀποστερῶν τοὺς ληστὰς συνδρομῆς κρατεῖσθαι τοῦ συλλέγειν. Θέλων νὰ ὑποχρεώσῃ αὐτοὺς νὰ θερίσωσι. Οὕτως ἐλπίζεται ὁ θερισμὸς νὰ συντελεσθῇ ἐντὸς μικροῦ. [1249,235,1520,346]
divider [427,947,648,948]
signature: Ι. Παπαθεοδώρου [769,800,869,816]
header-date: 9 Ἰουνίου 1897 [802,64,967,89]
column-1 [112,104,389,2288]
article-paragraph: Τὸ ὑπουργεῖον τῶν Ναυτικῶν διέταξεν ὅπως τὰ πλοῖα τῆς Πανελληνίου «Θράκη» καὶ «Ἰωνία» παραπλισθέντα παραδοθῶσιν εἰς τὴν ἑταιρείαν εἰς τὴν ὁποίαν ἀνήκουν λήξαντος τοῦ προορισμοῦ των. [405,998,670,1058]
article-paragraph: Ὅταν δέ, ἔστω καὶ κατ' ἀρχήν, ἐπιτευχθῇ συμφωνία ἐπὶ τῶν δύο τούτων ὅρων, θὰ ὑπογραφῇ μεταξὺ Τουρκίας καὶ Ἑλλάδος προκαταρκτικὴ τῆς εἰρήνης συνθήκη τῆς ὁποίας ἕπεται ἡ ἄμεσος ἐκκένωσις τῆς Θεσσαλίας. [112,702,389,782]
section-subheading: Ἡ νόσηλεία του ἐν τῷ νοσοκομείῳ.—Διάψευσις [687,188,951,203]
ad-subtitle: ΞΕΝΟΔΟΧΕΙΟΝ ΤΟ "ΣΤΑΔΙΟΝ" [1269,1169,1500,1187]
masthead-tagline: ΔΙ' ΟΡΟΥΣ ΣΥΝΔΡΟΜΩΝ ΚΑΙ ΚΑΤΑΧΩΡΗΣΕΩΝ [112,209,389,229]
divider [990,284,1211,285]
article-paragraph [686,1585,952,1664]
article-paragraph: «Θὰ σὲ δὲ νὰ βλέπῃ τὸν ξέρεις ἐδὼ ταχιγὴν;» [698,1268,920,1283]
article-paragraph: Ἐκ Κωνσταντινουπόλεως ἠγγέλθη, ὅτι οἱ τοῦρκοι εἰς νέας προέβησαν σφαγὰς Ἀρμενίων ἐν Σιβάς. Συνεπείᾳ τῶν σφαγῶν τούτων οἱ ἐν Κωνσταντινουπόλει πρεσβευταὶ ἔκαμαν ἐντόνους πρὸς τὴν Πύλην παραστάσεις. Μὴ περιορισθέντες δμως εἰς τὰς παραστάσεις ταύτας συνεστήσαν ἐπιτροπὴν ἐκ τοῦ 6' διερμηνέως τῆς ἐν Κωνσταντινουπόλει ἀγγλικῆς πρεσβείας, τοῦ ἀνταποκριτοῦ τῶν «Καιρῶν» Λονδίνου καὶ τῆς «Ἡμερησίας» τοῦ Βερολίνου, ὅπως μεταβῶσιν ἐπὶ τόπου καὶ ἀφ' οὗ πληροφορηθῶσι περὶ τῶν συμβάντων, ἐκθέσωσι ταῦτα δι' ἐκθέσεως των πρὸς τοὺς πρεσβευτάς. [405,743,670,940]
drop-cap: Π [686,1440,717,1487]
drop-cap: Δ [686,1585,714,1632]
article-paragraph: Ἐν τοῖς τινὲς ξὲς διετι ξέρε ταχιγὴν; [698,1287,874,1302]
article-paragraph: Ὁ θερισμὸς τῶν χωρίων κατ [980,1785,1139,1801]
article-paragraph: Παρὰ τοῖς ἐπισήμοις κύκλοις κρατεῖ ἡ πεποίθησις, ὅτι ἡ λύσις αὐτὴ δὲν θὰ βραδύνῃ νὰ ἐπιτευχθῇ. [112,786,389,834]
calendar-box [112,261,389,336]
article-paragraph: ἀποδεχθῶσι τὰ αἰτήματα ταῦτα οἱ Κρῆτες εἰς οὐδεμίαν θὰ προέλθουν συνεννόησιν περὶ τοῦ Πολιτεύματος μετὰ τῶν Ναυάρχων. [686,104,952,149]
article-paragraph: Ἐν τούτοις οὐδὲν ψευδέστερον τῶν θρυλημάτων αὐτῶν, καθ' ὅτι ἡ τάξις μεγάλως τὰ συμφέροντα τοῦ ἐνοικιαστοῦ καὶ παραπονίζονται ὅσοι ἔχουν ἀνάγκην τῶν λουτρῶν ἐκεῖ καὶ νὰ μετακινῶσιν ἐκεῖ καὶ κάμουσι χρῆσιν αὐτῶν. Διότι ὄχι μόνον ἀσφάλεια καὶ τάξις ὑπάρχει, ἀλλὰ καὶ ἄκρα ἡσυχία ἐπικρατεῖ, καὶ εὔθυμος τὰ διάφορα ἡ ἐσοχὴ ἐν ἐκείνοις ἀπολαύουσιν καὶ ὁλόκληρος μετὰ κινήσεως τοὺς ἐν τῷ Αἰδηψῷ χάρην τῶν λουτρῶν ἄνω τῶν 200 ἀτόμων ἐν οἷς οἱ κ.κ. Σκουζές, οἰκογενειακῶς, Θῶν, Μουρούζης, Βαζέλης οἰκογενειακῶς, Τσάτσος καὶ ἄλλοι πολλοί, οἵτινες διάγουσιν ἐκεῖ ἐν ἀπολύτῳ ἡσυχίᾳ. Καὶ ἐν τούτοις θέλομεν νὰ πληροφορηθῶσι ταῦτα εὐτυχοῦντα νὰ ἀναγνωρίσουν τὴν ἄκραν ἀσφάλειαν καὶ τῶν μεγίστων εὐκολιῶν ἃς θὰ εὕρωσιν ἐκεῖ θέλουν νὰ μεταβῶσιν. [968,371,1233,613]
